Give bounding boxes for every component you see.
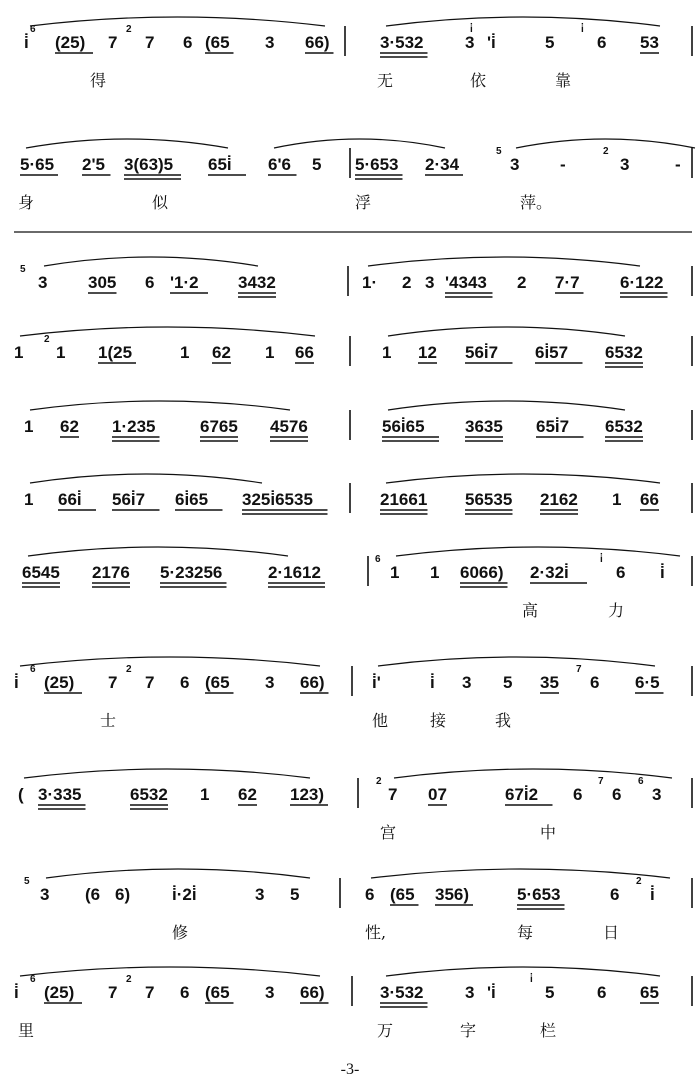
note-group: 65i̇7 (536, 417, 570, 436)
grace-note: i̇ (581, 24, 584, 35)
note-group: 6 (573, 785, 583, 804)
note-group: 7 (145, 33, 155, 52)
note-group: 2 (402, 273, 412, 292)
note-group: 3·532 (380, 983, 424, 1002)
grace-note: 2 (376, 776, 382, 787)
note-group: 5 (290, 885, 300, 904)
note-group: (25) (55, 33, 86, 52)
note-group: 1·235 (112, 417, 156, 436)
lyric-char: 士 (100, 711, 117, 730)
slur-arc (396, 547, 680, 556)
note-group: 325i̇6535 (242, 490, 313, 509)
lyric-char: 栏 (540, 1021, 557, 1040)
note-group: 2176 (92, 563, 130, 582)
note-group: 62 (238, 785, 257, 804)
note-group: 6765 (200, 417, 238, 436)
note-group: 6 (145, 273, 155, 292)
note-group: 6i̇65 (175, 490, 209, 509)
note-group: 1 (14, 343, 24, 362)
note-group: 3 (265, 33, 275, 52)
note-group: 6 (612, 785, 622, 804)
note-group: 1 (265, 343, 275, 362)
lyric-char: 万 (377, 1021, 394, 1040)
note-group: 66) (300, 983, 325, 1002)
note-group: '4343 (445, 273, 487, 292)
slur-arc (28, 547, 288, 556)
note-group: 07 (428, 785, 447, 804)
lyric-char: 字 (460, 1021, 477, 1040)
note-group: (25) (44, 673, 75, 692)
score-system (24, 474, 692, 514)
note-group: 'i̇ (487, 33, 496, 52)
note-group: 2162 (540, 490, 578, 509)
page-number: -3- (340, 1061, 360, 1078)
note-group: 66 (295, 343, 314, 362)
note-group: 6532 (605, 343, 643, 362)
grace-note: 2 (44, 334, 50, 345)
lyric-char: 日 (603, 923, 620, 942)
note-group: 6 (597, 33, 607, 52)
note-group: i̇ (660, 563, 665, 582)
grace-note: 7 (598, 776, 604, 787)
note-group: i̇ (430, 673, 435, 692)
note-group: 65 (640, 983, 659, 1002)
note-group: 3 (38, 273, 48, 292)
note-group: 5 (312, 155, 322, 174)
note-group: (65 (205, 33, 230, 52)
note-group: 3 (465, 983, 475, 1002)
note-group: 6·122 (620, 273, 664, 292)
slur-arc (26, 139, 228, 148)
note-group: i̇ (24, 33, 29, 52)
note-group: 1 (200, 785, 210, 804)
lyric-char: 靠 (555, 71, 572, 90)
note-group: 3·532 (380, 33, 424, 52)
grace-note: 6 (375, 554, 381, 565)
slur-arc (46, 869, 310, 878)
score-system (14, 657, 692, 730)
note-group: 356) (435, 885, 470, 904)
lyric-char: 无 (377, 71, 394, 90)
note-group: 5 (545, 33, 555, 52)
note-group: 35 (540, 673, 559, 692)
slur-arc (371, 869, 670, 878)
note-group: ( (18, 785, 24, 804)
note-group: 3 (40, 885, 50, 904)
note-group: 66) (305, 33, 330, 52)
note-group: 66i̇ (58, 490, 82, 509)
lyric-char: 接 (430, 711, 447, 730)
note-group: 62 (60, 417, 79, 436)
note-group: 56i̇7 (112, 490, 146, 509)
note-group: - (560, 155, 566, 174)
note-group: 2 (517, 273, 527, 292)
note-group: 6 (610, 885, 620, 904)
slur-arc (20, 657, 320, 666)
note-group: 1 (612, 490, 622, 509)
note-group: 3 (510, 155, 520, 174)
note-group: 5·653 (355, 155, 399, 174)
note-group: 6 (365, 885, 375, 904)
note-group: 6) (115, 885, 131, 904)
note-group: 1 (24, 490, 34, 509)
note-group: i̇ (14, 673, 19, 692)
grace-note: 2 (126, 24, 132, 35)
grace-note: i̇ (470, 24, 473, 35)
note-group: 1(25 (98, 343, 133, 362)
grace-note: 6 (30, 974, 36, 985)
note-group: 6545 (22, 563, 60, 582)
slur-arc (30, 17, 325, 26)
grace-note: 2 (636, 876, 642, 887)
grace-note: 2 (126, 974, 132, 985)
note-group: 2·1612 (268, 563, 321, 582)
note-group: 3 (425, 273, 435, 292)
note-group: 1 (390, 563, 400, 582)
note-group: 56i̇65 (382, 417, 425, 436)
lyric-char: 性, (365, 923, 387, 942)
note-group: 56535 (465, 490, 513, 509)
score-system (20, 257, 692, 297)
grace-note: i̇ (600, 554, 603, 565)
note-group: 6 (597, 983, 607, 1002)
grace-note: 2 (603, 146, 609, 157)
note-group: 6532 (605, 417, 643, 436)
note-group: 6 (616, 563, 626, 582)
lyric-char: 身 (18, 193, 35, 212)
score-system (18, 139, 695, 212)
lyric-char: 里 (18, 1021, 35, 1040)
note-group: 5·23256 (160, 563, 223, 582)
note-group: 1· (362, 273, 378, 292)
grace-note: 6 (30, 24, 36, 35)
lyric-char: 依 (470, 71, 487, 90)
slur-arc (386, 17, 660, 26)
grace-note: 6 (638, 776, 644, 787)
note-group: 7 (145, 983, 155, 1002)
note-group: 'i̇ (487, 983, 496, 1002)
note-group: i̇·2i̇ (172, 885, 197, 904)
note-group: 3 (620, 155, 630, 174)
note-group: 6 (180, 983, 190, 1002)
note-group: 3432 (238, 273, 276, 292)
note-group: (65 (205, 673, 230, 692)
grace-note: 6 (30, 664, 36, 675)
score-system (24, 17, 692, 90)
note-group: i̇ (14, 983, 19, 1002)
lyric-char: 力 (608, 601, 625, 620)
note-group: 3 (462, 673, 472, 692)
note-group: 65i̇ (208, 155, 232, 174)
grace-note: 5 (496, 146, 502, 157)
note-group: i̇ (650, 885, 655, 904)
score-system (14, 967, 692, 1040)
lyric-char: 中 (540, 823, 557, 842)
note-group: 12 (418, 343, 437, 362)
note-group: 3 (265, 673, 275, 692)
note-group: 1 (56, 343, 66, 362)
slur-arc (20, 967, 320, 976)
lyric-char: 浮 (355, 193, 372, 212)
note-group: 66) (300, 673, 325, 692)
note-group: (65 (390, 885, 415, 904)
score-system (24, 401, 692, 441)
slur-arc (44, 257, 258, 266)
score-system (24, 869, 692, 942)
lyric-char: 宫 (380, 823, 397, 842)
lyric-char: 修 (172, 923, 189, 942)
note-group: 3·335 (38, 785, 82, 804)
score-system (14, 327, 692, 367)
note-group: 5 (545, 983, 555, 1002)
note-group: 6532 (130, 785, 168, 804)
note-group: 1 (430, 563, 440, 582)
note-group: 2·32i̇ (530, 563, 569, 582)
note-group: (6 (85, 885, 101, 904)
note-group: (25) (44, 983, 75, 1002)
slur-arc (24, 769, 310, 778)
note-group: 6066) (460, 563, 504, 582)
lyric-char: 我 (495, 711, 512, 730)
note-group: 6 (590, 673, 600, 692)
slur-arc (30, 401, 290, 410)
note-group: - (675, 155, 681, 174)
note-group: 6 (183, 33, 193, 52)
note-group: 7 (108, 673, 118, 692)
note-group: 3 (465, 33, 475, 52)
note-group: 7 (388, 785, 398, 804)
note-group: 2'5 (82, 155, 105, 174)
note-group: 5·653 (517, 885, 561, 904)
lyric-char: 他 (372, 711, 389, 730)
lyric-char: 每 (517, 923, 534, 942)
slur-arc (394, 769, 672, 778)
note-group: 21661 (380, 490, 428, 509)
note-group: 6'6 (268, 155, 291, 174)
note-group: 7 (108, 983, 118, 1002)
note-group: 67i̇2 (505, 785, 539, 804)
note-group: 53 (640, 33, 659, 52)
note-group: '1·2 (170, 273, 199, 292)
score-system (22, 547, 692, 620)
score-system (18, 769, 692, 842)
note-group: 5 (503, 673, 513, 692)
note-group: 6·5 (635, 673, 660, 692)
slur-arc (388, 401, 625, 410)
slur-arc (30, 474, 262, 483)
note-group: 123) (290, 785, 325, 804)
note-group: 56i̇7 (465, 343, 499, 362)
grace-note: i̇ (530, 974, 533, 985)
note-group: 4576 (270, 417, 308, 436)
note-group: 1 (382, 343, 392, 362)
slur-arc (368, 257, 640, 266)
grace-note: 5 (20, 264, 26, 275)
note-group: 305 (88, 273, 117, 292)
slur-arc (378, 657, 655, 666)
note-group: 66 (640, 490, 659, 509)
note-group: 7·7 (555, 273, 580, 292)
grace-note: 2 (126, 664, 132, 675)
note-group: 6 (180, 673, 190, 692)
note-group: 2·34 (425, 155, 460, 174)
note-group: 7 (108, 33, 118, 52)
slur-arc (20, 327, 315, 336)
slur-arc (386, 967, 660, 976)
grace-note: 7 (576, 664, 582, 675)
note-group: 3635 (465, 417, 503, 436)
lyric-char: 得 (90, 71, 107, 90)
slur-arc (388, 327, 625, 336)
note-group: 1 (180, 343, 190, 362)
lyric-char: 似 (152, 193, 169, 212)
lyric-char: 萍。 (520, 193, 553, 212)
note-group: 7 (145, 673, 155, 692)
note-group: i̇' (372, 673, 381, 692)
note-group: 5·65 (20, 155, 55, 174)
slur-arc (386, 474, 660, 483)
lyric-char: 高 (522, 601, 539, 620)
note-group: 3(63)5 (124, 155, 174, 174)
note-group: 3 (265, 983, 275, 1002)
note-group: 6i̇57 (535, 343, 569, 362)
note-group: 1 (24, 417, 34, 436)
grace-note: 5 (24, 876, 30, 887)
note-group: 3 (652, 785, 662, 804)
note-group: 3 (255, 885, 265, 904)
note-group: (65 (205, 983, 230, 1002)
slur-arc (274, 139, 445, 148)
note-group: 62 (212, 343, 231, 362)
